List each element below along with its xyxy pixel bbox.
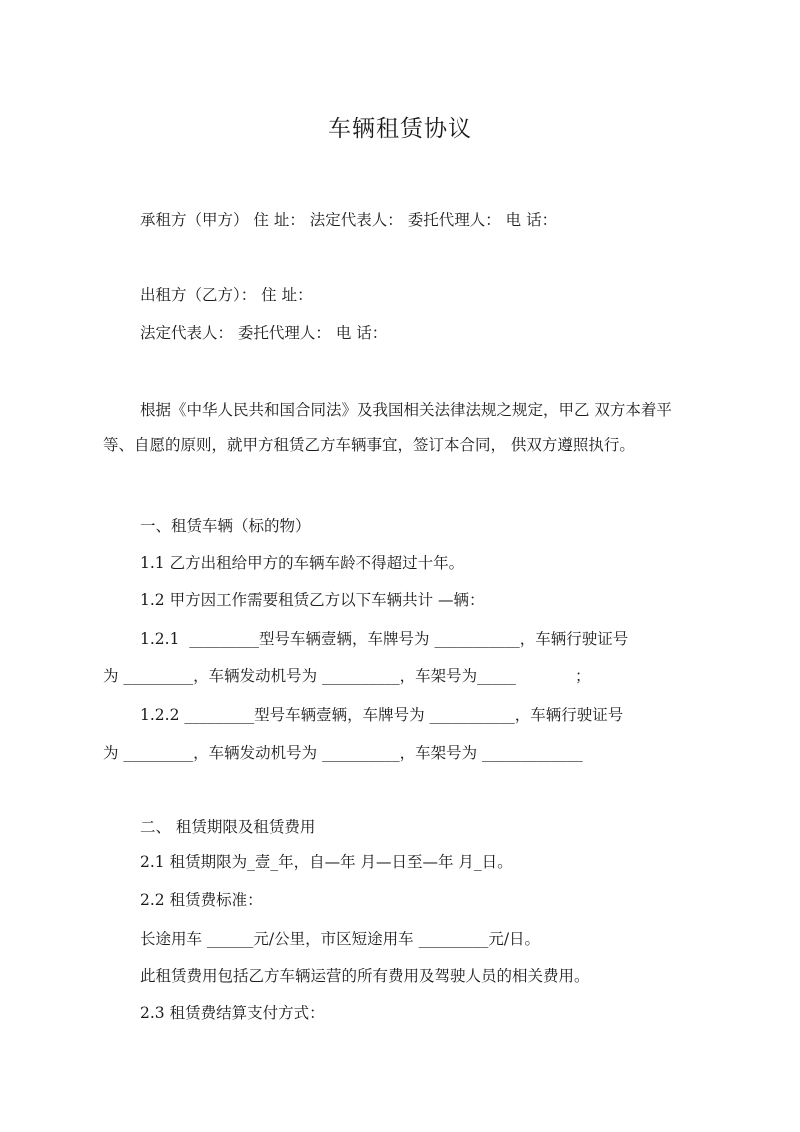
party-b-line: 出租方（乙方）： 住 址： xyxy=(140,286,313,304)
clause-1-2-2-line-2: 为 _________，车辆发动机号为 __________，车架号为 _____________ xyxy=(103,744,583,762)
party-a-line: 承租方（甲方） 住 址： 法定代表人： 委托代理人： 电 话： xyxy=(140,211,558,229)
clause-1-1: 1.1 乙方出租给甲方的车辆车龄不得超过十年。 xyxy=(140,554,465,572)
clause-1-2-1-line-1: 1.2.1 _________型号车辆壹辆，车牌号为 ___________，车辆行驶证号 xyxy=(140,630,629,648)
preamble-line-2: 等、自愿的原则，就甲方租赁乙方车辆事宜，签订本合同， 供双方遵照执行。 xyxy=(103,436,635,454)
section-2-heading: 二、 租赁期限及租赁费用 xyxy=(140,818,316,836)
clause-2-1: 2.1 租赁期限为_壹_年，自—年 月—日至—年 月_日。 xyxy=(140,853,513,871)
clause-1-2-1-line-2: 为 _________，车辆发动机号为 __________，车架号为_____ ； xyxy=(103,667,591,685)
clause-2-2: 2.2 租赁费标准： xyxy=(140,891,263,909)
clause-1-2: 1.2 甲方因工作需要租赁乙方以下车辆共计 —辆： xyxy=(140,591,485,609)
document-title: 车辆租赁协议 xyxy=(328,116,472,142)
section-1-heading: 一、租赁车辆（标的物） xyxy=(140,517,311,535)
clause-1-2-2-line-1: 1.2.2 _________型号车辆壹辆，车牌号为 ___________，车辆行驶证号 xyxy=(140,706,624,724)
clause-2-2-rates: 长途用车 ______元/公里，市区短途用车 _________元/日。 xyxy=(140,930,541,948)
preamble-line-1: 根据《中华人民共和国合同法》及我国相关法律法规之规定，甲乙 双方本着平 xyxy=(140,401,672,419)
clause-2-3: 2.3 租赁费结算支付方式： xyxy=(140,1004,325,1022)
party-b-contact-line: 法定代表人： 委托代理人： 电 话： xyxy=(140,324,388,342)
clause-2-2-note: 此租赁费用包括乙方车辆运营的所有费用及驾驶人员的相关费用。 xyxy=(140,967,590,985)
